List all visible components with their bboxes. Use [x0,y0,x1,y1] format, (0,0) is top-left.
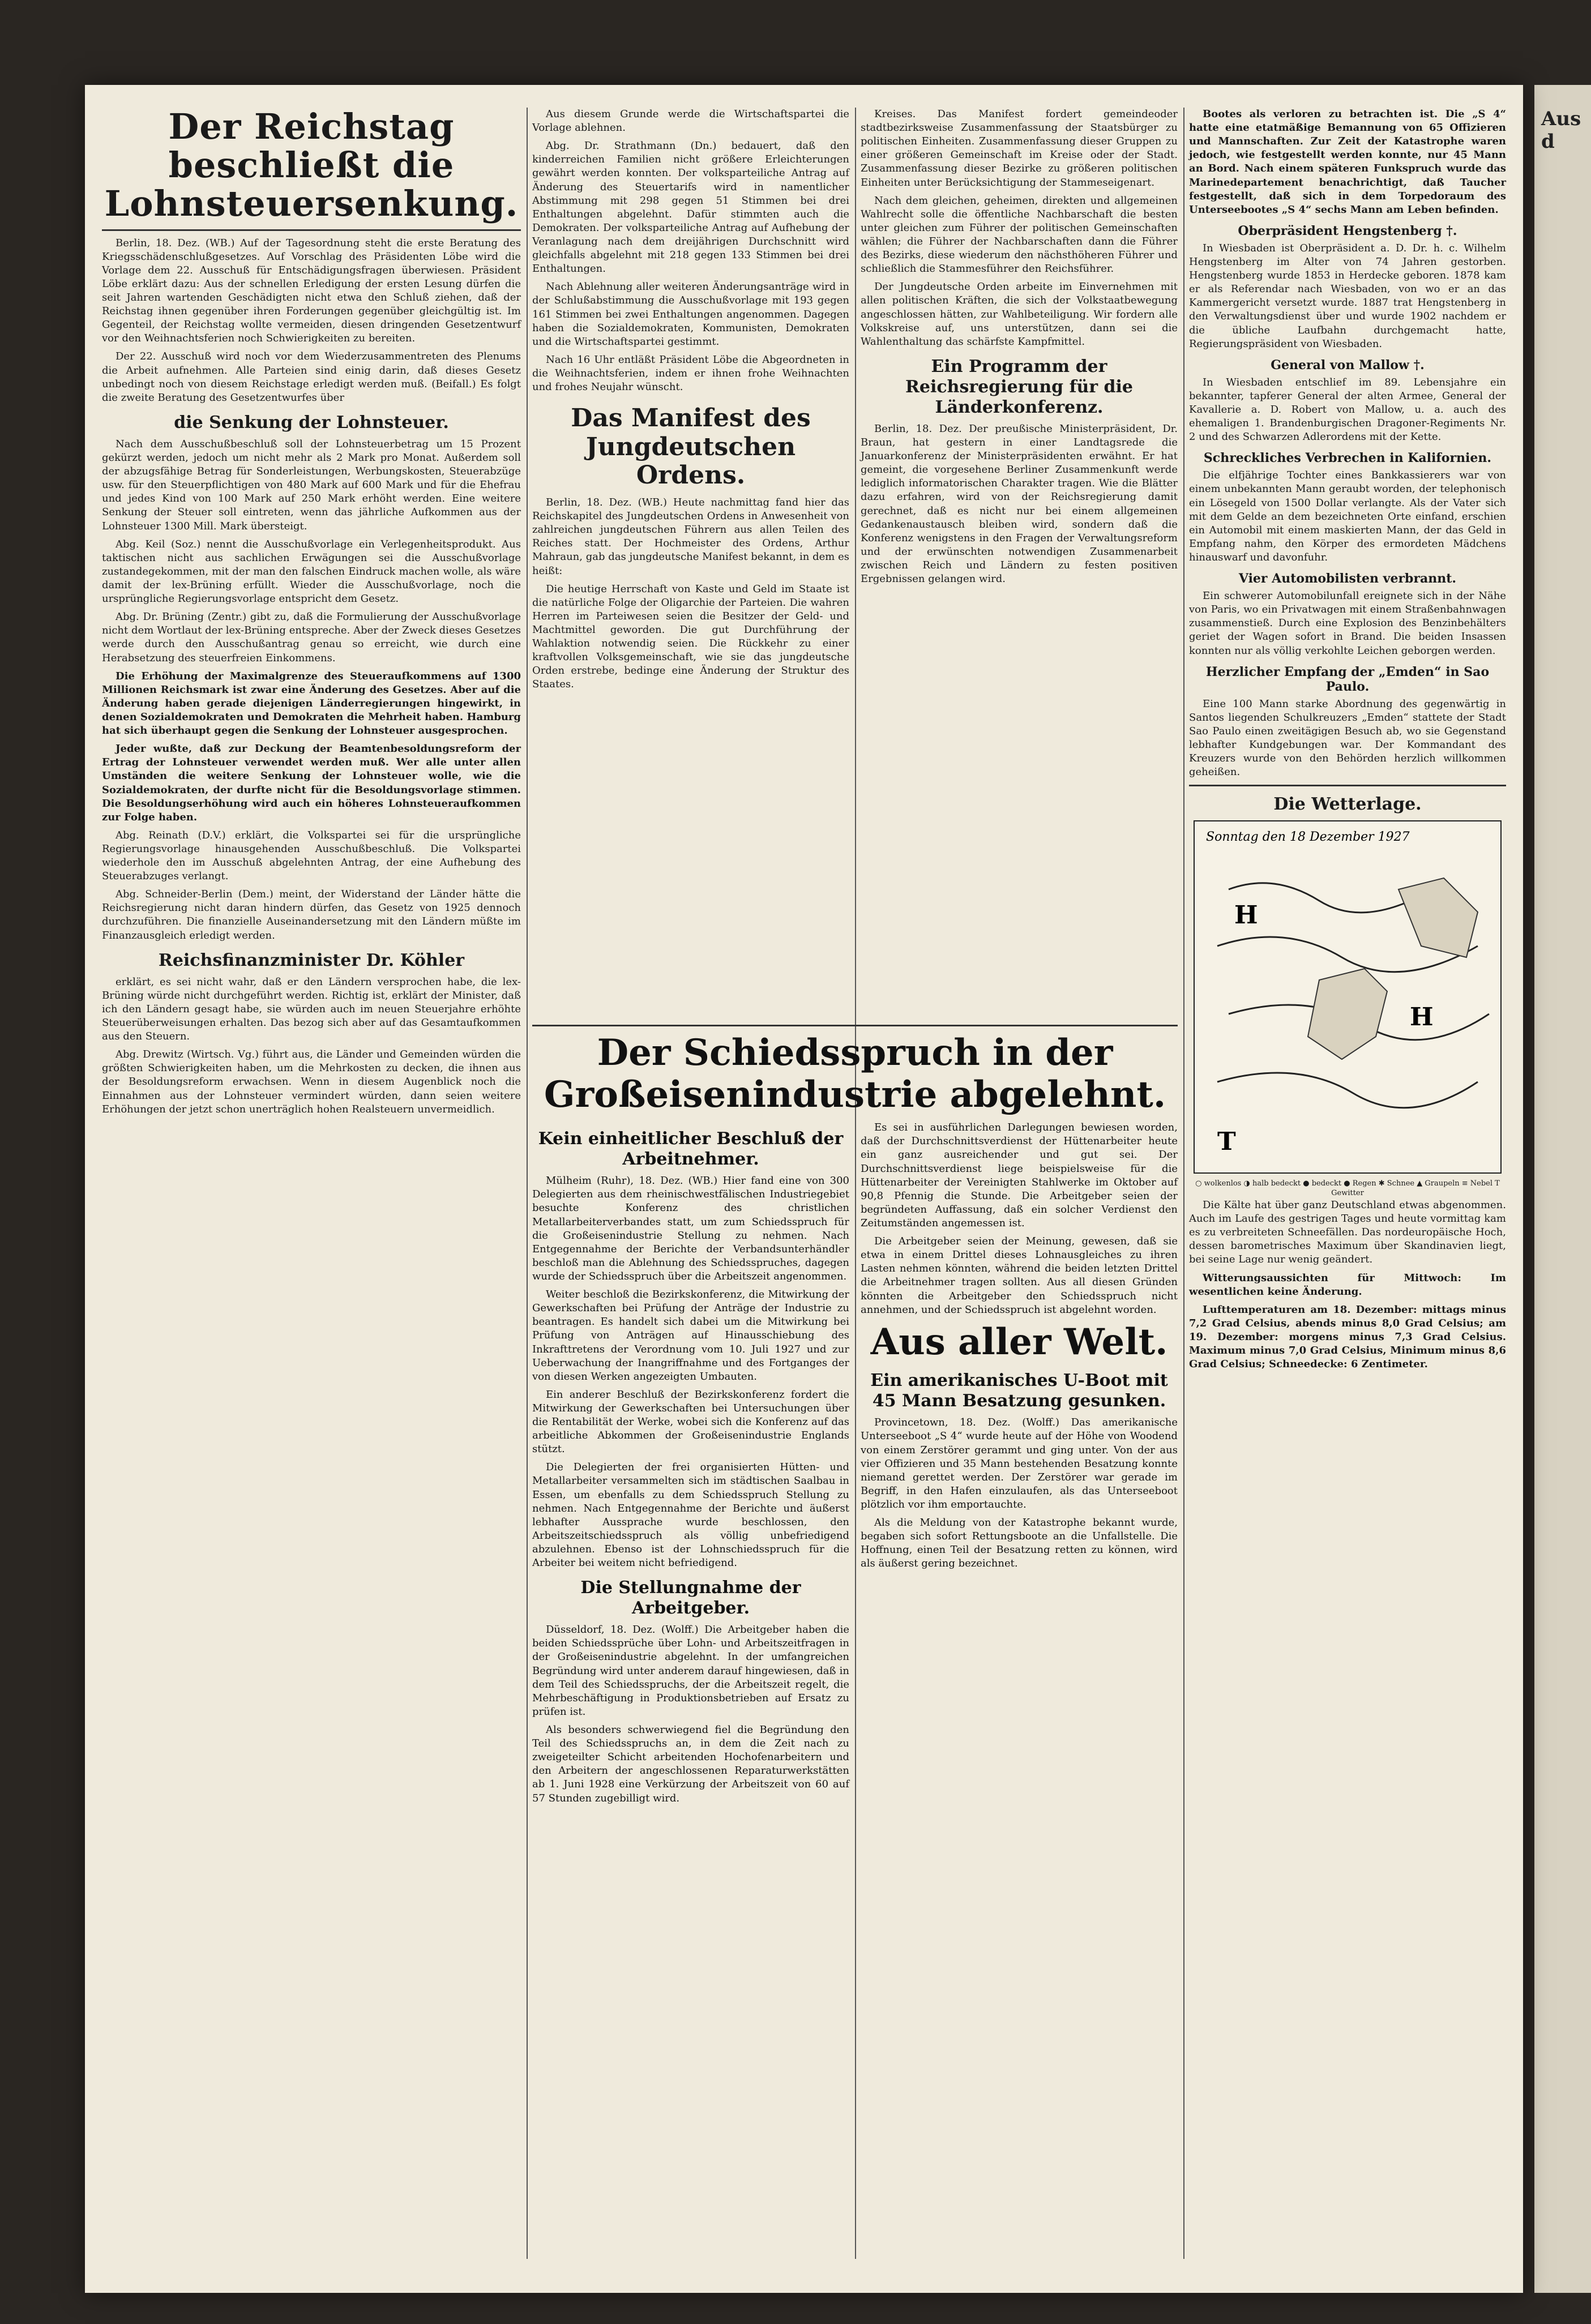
adjacent-page-edge [1534,85,1591,2293]
column-rule [1183,108,1184,2259]
section-heading: Schreckliches Verbrechen in Kalifornien. [1203,451,1492,466]
article-headline: Ein amerikanisches U-Boot mit 45 Mann Besatzung gesunken. [870,1371,1168,1411]
article-paragraph: Berlin, 18. Dez. (WB.) Heute nachmittag fand hier das Reichskapitel des Jungdeutschen Ordens in Anwesenheit von zahlreichen jungdeutschen Führern aus allen Teilen des Reiches statt. Der Hochmeister des Ordens, Arthur Mahraun, gab das jungdeutsche Manifest bekannt, in dem es heißt: [532,496,849,577]
article-paragraph: Ein anderer Beschluß der Bezirkskonferenz fordert die Mitwirkung der Gewerkschaften bei Untersuchungen über die Rentabilität der Werke, wobei sich die Konferenz auf das arbeitliche Abkommen der Großeisenindustrie Englands stützt. [532,1388,849,1456]
article-paragraph: Es sei in ausführlichen Darlegungen bewiesen worden, daß der Durchschnittsverdienst der Hüttenarbeiter heute ein ganz ausreichender und gut sei. Der Durchschnittsverdienst liege beispielsweise für die Hüttenarbeiter der Vereinigten Stahlwerke im Oktober auf 90,8 Pfennig die Stunde. Die Arbeitgeber seien der begründeten Auffassung, daß ein solcher Verdienst den Zeitumständen angemessen ist. [861,1122,1178,1229]
article-paragraph: Weiter beschloß die Bezirkskonferenz, die Mitwirkung der Gewerkschaften bei Prüfung der Anträge der Industrie zu beantragen. Es handelt sich dabei um die Mitwirkung bei Prüfung von Anträgen auf Hinausschiebung des Inkrafttretens der Verordnung vom 10. Juli 1927 und zur Ueberwachung der Inangriffnahme und des Fortganges der von diesen Werken angezeigten Umbauten. [532,1289,849,1383]
section-heading: die Senkung der Lohnsteuer. [174,412,449,433]
article-paragraph: Jeder wußte, daß zur Deckung der Beamtenbesoldungsreform der Ertrag der Lohnsteuer verwendet werden muß. Wer alle unter allen Umständen die weitere Senkung der Lohnsteuer wolle, wie die Sozialdemokraten, der durfte nicht für die Besoldungsvorlage stimmen. Die Besoldungserhöhung wird auch ein höheres Lohnsteueraufkommen zur Folge haben. [102,743,521,823]
article-paragraph: In Wiesbaden entschlief im 89. Lebensjahre ein bekannter, tapferer General der alten Armee, General der Kavallerie a. D. Robert von Mallow, u. a. auch des ehemaligen 1. Brandenburgischen Dragoner-Regiments Nr. 2 und des Schwarzen Adlerordens mit der Kette. [1189,376,1506,443]
article-paragraph: Der Jungdeutsche Orden arbeite im Einvernehmen mit allen politischen Kräften, die sich der Volkstaatbewegung angeschlossen hätten, zur Wahlbeteiligung. Wir fordern alle Volkskreise auf, uns unterstützen, dann sei die Wahlenthaltung das schärfste Kampfmittel. [861,281,1178,348]
weather-map-drawing [1195,821,1500,1172]
weather-legend: ○ wolkenlos ◑ halb bedeckt ● bedeckt ● Regen ✱ Schnee ▲ Graupeln ≡ Nebel T Gewitter [1195,1179,1500,1198]
weather-map [1194,820,1502,1174]
article-paragraph: Kreises. Das Manifest fordert gemeindeoder stadtbezirksweise Zusammenfassung der Staatsbürger zu politischen Einheiten. Zusammenfassung dieser Gruppen zu einer größeren Gemeinschaft im Kreise oder der Stadt. Zusammenfassung dieser Bezirke zu größeren politischen Einheiten unter Berücksichtigung der Stammeseigenart. [861,108,1178,189]
article-paragraph: Berlin, 18. Dez. Der preußische Ministerpräsident, Dr. Braun, hat gestern in einer Landtagsrede die Januarkonferenz der Ministerpräsidenten erwähnt. Er hat gemeint, die vorgesehene Berliner Zusammenkunft werde lediglich informatorischen Charakter tragen. Wie die Blätter dazu erfahren, wird von der Reichsregierung damit gerechnet, daß es nicht nur bei einem allgemeinen Gedankenaustausch bleiben wird, sondern daß die Konferenz wenigstens in den Fragen der Verwaltungsreform und der erwünschten notwendigen Zusammenarbeit zwischen Reich und Ländern zu festen positiven Ergebnissen gelangen wird. [861,422,1178,585]
isobar [1217,1073,1478,1108]
divider [532,1025,1178,1026]
article-paragraph: Nach dem Ausschußbeschluß soll der Lohnsteuerbetrag um 15 Prozent gekürzt werden, jedoch um nicht mehr als 2 Mark pro Monat. Außerdem soll der abzugsfähige Betrag für Sonderleistungen, Werbungskosten, Steuerabzüge usw. für den Steuerpflichtigen von 480 Mark auf 600 Mark und für die Ehefrau und jedes Kind von 100 Mark auf 250 Mark erhöht werden. Eine weitere Senkung der Steuer soll eintreten, wenn das jährliche Aufkommen aus der Lohnsteuer 1300 Mill. Mark übersteigt. [102,438,521,532]
article-paragraph: Die Delegierten der frei organisierten Hütten- und Metallarbeiter versammelten sich im städtischen Saalbau in Essen, um ebenfalls zu dem Schiedsspruch Stellung zu nehmen. Nach Entgegennahme der Berichte und äußerst lebhafter Aussprache wurde beschlossen, den Arbeitszeitschiedsspruch als völlig unbefriedigend abzulehnen. Ebenso ist der Lohnschiedsspruch für die Arbeiter bei weitem nicht befriedigend. [532,1461,849,1569]
wide-left-column [532,1121,849,1809]
article-paragraph: Als die Meldung von der Katastrophe bekannt wurde, begaben sich sofort Rettungsboote an die Unfallstelle. Die Hoffnung, einen Teil der Besatzung retten zu können, wird als äußerst gering bezeichnet. [861,1517,1178,1570]
weather-map-title: Sonntag den 18 Dezember 1927 [1206,830,1410,845]
article-headline: Das Manifest des Jungdeutschen Ordens. [571,404,811,490]
article-paragraph: erklärt, es sei nicht wahr, daß er den Ländern versprochen habe, die lex-Brüning würde nicht durchgeführt werden. Richtig ist, erklärt der Minister, daß ich den Ländern gesagt habe, sie würden auch im neuen Steuerjahre erhöhte Steuerüberweisungen erhalten. Das bezog sich aber auf das Gesamtaufkommen aus den Steuern. [102,975,521,1043]
article-paragraph: Abg. Dr. Brüning (Zentr.) gibt zu, daß die Formulierung der Ausschußvorlage nicht dem Wortlaut der lex-Brüning entspreche. Aber der Zweck dieses Gesetzes werde durch den Ausschußantrag genau so erreicht, wie durch eine Herabsetzung des steuerfreien Einkommens. [102,611,521,664]
article-paragraph: Die Kälte hat über ganz Deutschland etwas abgenommen. Auch im Laufe des gestrigen Tages und heute vormittag kam es zu verbreiteten Schneefällen. Das nordeuropäische Hoch, dessen barometrisches Maximum über Skandinavien liegt, bei seine Lage nur wenig geändert. [1189,1199,1506,1266]
section-heading: Die Stellungnahme der Arbeitgeber. [580,1578,801,1619]
article-paragraph: Als besonders schwerwiegend fiel die Begründung den Teil des Schiedsspruchs an, in dem die Zeit nach zu zweigeteilter Schicht arbeitenden Hochofenarbeitern und den Arbeitern der angeschlossenen Reparaturwerkstätten ab 1. Juni 1928 eine Verkürzung der Arbeitszeit von 60 auf 57 Stunden zugebilligt wird. [532,1724,849,1804]
article-paragraph: Die heutige Herrschaft von Kaste und Geld im Staate ist die natürliche Folge der Oligarchie der Parteien. Die wahren Herren im Parteiwesen seien die Besitzer der Geld- und Machtmittel geworden. Die gut Durchführung der Wahlaktion notwendig seien. Die Rückkehr zu einer kraftvollen Volksgemeinschaft, wie sie das jungdeutsche Orden erstrebe, bedinge eine Änderung der Struktur des Staates. [532,583,849,691]
section-heading: Herzlicher Empfang der „Emden“ in Sao Paulo. [1205,664,1490,694]
scandinavia-outline [1398,878,1478,957]
article-paragraph: Düsseldorf, 18. Dez. (Wolff.) Die Arbeitgeber haben die beiden Schiedssprüche über Lohn- und Arbeitszeitfragen in der Großeisenindustrie abgelehnt. In der umfangreichen Begründung wird unter anderem darauf hingewiesen, daß in dem Teil des Schiedsspruchs, der die Arbeitszeit regelt, die Mehrbeschäftigung in Produktionsbetrieben auf Ersatz zu prüfen ist. [532,1624,849,1718]
article-paragraph: Abg. Schneider-Berlin (Dem.) meint, der Widerstand der Länder hätte die Reichsregierung nicht daran hindern dürfen, das Gesetz von 1925 dennoch durchzuführen. Die finanzielle Auseinandersetzung mit den Ländern müßte im Finanzausgleich erledigt werden. [102,888,521,941]
wide-right-column [861,1121,1178,1809]
section-headline: Aus aller Welt. [870,1320,1168,1363]
article-paragraph: Nach 16 Uhr entläßt Präsident Löbe die Abgeordneten in die Weihnachtsferien, indem er ihnen frohe Weihnachten und frohes Neujahr wünscht. [532,353,849,393]
column-4 [1189,108,1506,1376]
article-paragraph: Provincetown, 18. Dez. (Wolff.) Das amerikanische Unterseeboot „S 4“ wurde heute auf der Höhe von Woodend von einem Zerstörer gerammt und ging unter. Von der aus vier Offizieren und 35 Mann bestehenden Besatzung konnte niemand gerettet werden. Der Zerstörer war gerade im Begriff, in den Hafen einzulaufen, als das Unterseeboot plötzlich vor ihm emportauchte. [861,1416,1178,1510]
low-pressure-marker: T [1217,1127,1236,1157]
article-paragraph: Aus diesem Grunde werde die Wirtschaftspartei die Vorlage ablehnen. [532,108,849,134]
article-paragraph: Ein schwerer Automobilunfall ereignete sich in der Nähe von Paris, wo ein Privatwagen mit einem Straßenbahnwagen zusammenstieß. Durch eine Explosion des Benzinbehälters geriet der Wagen sofort in Brand. Die beiden Insassen konnten nur als völlig verkohlte Leichen geborgen werden. [1189,590,1506,657]
main-headline: Der Reichstag beschließt die Lohnsteuersenkung. [104,106,519,225]
article-paragraph: Der 22. Ausschuß wird noch vor dem Wiederzusammentreten des Plenums die Arbeit aufnehmen. Alle Parteien sind einig darin, daß dieses Gesetz unbedingt noch von diesem Reichstage erledigt werden muß. (Beifall.) Es folgt die zweite Beratung des Gesetzentwurfes über [102,350,521,404]
schiedsspruch-article [532,1019,1178,1810]
article-paragraph: Nach Ablehnung aller weiteren Änderungsanträge wird in der Schlußabstimmung die Ausschußvorlage mit 193 gegen 161 Stimmen bei zwei Enthaltungen angenommen. Dagegen haben die Sozialdemokraten, Kommunisten, Demokraten und die Wirtschaftspartei gestimmt. [532,281,849,348]
article-paragraph: Nach dem gleichen, geheimen, direkten und allgemeinen Wahlrecht solle die öffentliche Nachbarschaft die besten unter gleichen zum Führer der politischen Gemeinschaften wählen; die Führer der Nachbarschaften dann die Führer des Bezirks, diese wiederum den nächsthöheren Führer und schließlich die Stammesführer den Reichsführer. [861,194,1178,275]
article-headline: Ein Programm der Reichsregierung für die Länderkonferenz. [905,356,1133,417]
article-paragraph: Mülheim (Ruhr), 18. Dez. (WB.) Hier fand eine von 300 Delegierten aus dem rheinischwestfälischen Industriegebiet besuchte Konferenz des christlichen Metallarbeiterverbandes statt, um zum Schiedsspruch für die Großeisenindustrie Stellung zu nehmen. Nach Entgegennahme der Berichte der Verbandsunterhändler beschloß man die Ablehnung des Schiedsspruches, dagegen wurde der Schiedsspruch über die Arbeitszeit angenommen. [532,1175,849,1282]
section-heading: Oberpräsident Hengstenberg †. [1238,223,1457,238]
column-2 [532,108,849,696]
weather-outlook: Witterungsaussichten für Mittwoch: Im wesentlichen keine Änderung. [1189,1272,1506,1298]
article-paragraph: Abg. Dr. Strathmann (Dn.) bedauert, daß den kinderreichen Familien nicht größere Erleichterungen gewährt werden konnten. Der volksparteiliche Antrag auf Änderung des Steuertarifs wird in namentlicher Abstimmung mit 298 gegen 51 Stimmen bei drei Enthaltungen abgelehnt. Dafür stimmten auch die Demokraten. Der volksparteiliche Antrag auf Aufhebung der Veranlagung nach dem dreijährigen Durchschnitt wird gleichfalls abgelehnt mit 218 gegen 133 Stimmen bei drei Enthaltungen. [532,140,849,275]
newspaper-page [85,85,1523,2293]
article-headline: Der Schiedsspruch in der Großeisenindustrie abgelehnt. [544,1032,1166,1116]
column-rule [527,108,528,2259]
section-heading: Reichsfinanzminister Dr. Köhler [158,950,465,970]
article-paragraph: Abg. Keil (Soz.) nennt die Ausschußvorlage ein Verlegenheitsprodukt. Aus taktischen nicht aus sachlichen Erwägungen sei die Ausschußvorlage zustandegekommen, mit der man den falschen Eindruck machen wolle, als wäre damit der lex-Brüning erfüllt. Wieder die Ausschußvorlage, noch die ursprüngliche Regierungsvorlage entspricht dem Gesetz. [102,538,521,605]
article-paragraph: Abg. Drewitz (Wirtsch. Vg.) führt aus, die Länder und Gemeinden würden die größten Schwierigkeiten haben, um die Mehrkosten zu decken, die ihnen aus der Besoldungsreform erwachsen. Wenn in diesem Augenblick noch die Einnahmen aus der Lohnsteuer vermindert würden, dann seien weitere Erhöhungen der jetzt schon unerträglich hohen Realsteuern unvermeidlich. [102,1048,521,1115]
coastline [1308,969,1387,1059]
high-pressure-marker: H [1234,901,1258,930]
section-heading: General von Mallow †. [1271,357,1425,373]
weather-heading: Die Wetterlage. [1273,794,1422,815]
article-paragraph: Berlin, 18. Dez. (WB.) Auf der Tagesordnung steht die erste Beratung des Kriegsschädenschlußgesetzes. Auf Vorschlag des Präsidenten Löbe wird die Vorlage dem 22. Ausschuß für Entschädigungsfragen überwiesen. Präsident Löbe erklärt dazu: Aus der schnellen Erledigung der ersten Lesung dürfen die seit Jahren wartenden Geschädigten nicht etwa den Schluß ziehen, daß der Reichstag ihnen gegenüber ihren Forderungen gegenüber gleichgültig ist. Im Gegenteil, der Reichstag wollte vermeiden, diesen dringenden Gesetzentwurf vor den Weihnachtsferien noch Schwierigkeiten zu bereiten. [102,237,521,345]
adjacent-page-text: Aus d [1541,108,1581,153]
article-paragraph: Die elfjährige Tochter eines Bankkassierers war von einem unbekannten Mann geraubt worden, der telephonisch ein Lösegeld von 1500 Dollar verlangte. Als der Vater sich mit dem Gelde an dem bezeichneten Orte einfand, erschien ein Automobil mit einem maskierten Mann, der das Geld in Empfang nahm, den Körper des ermordeten Mädchens hinauswarf und davonfuhr. [1189,469,1506,563]
high-pressure-marker: H [1410,1003,1434,1032]
column-3 [861,108,1178,590]
article-paragraph: Die Erhöhung der Maximalgrenze des Steueraufkommens auf 1300 Millionen Reichsmark ist zwar eine Änderung des Gesetzes. Aber auf die Änderung haben gerade diejenigen Länderregierungen hingewirkt, in denen Sozialdemokraten und Demokraten die Mehrheit haben. Hamburg hat sich überhaupt gegen die Senkung der Lohnsteuer ausgesprochen. [102,670,521,737]
column-1 [102,108,521,1121]
article-paragraph: Eine 100 Mann starke Abordnung des gegenwärtig in Santos liegenden Schulkreuzers „Emden“ stattete der Stadt Sao Paulo einen zweitägigen Besuch ab, wo sie Gegenstand lebhafter Kundgebungen war. Der Kommandant des Kreuzers wurde von den Behörden herzlich willkommen geheißen. [1189,697,1506,778]
divider [1189,785,1506,786]
article-paragraph: Bootes als verloren zu betrachten ist. Die „S 4“ hatte eine etatmäßige Bemannung von 65 Offizieren und Mannschaften. Zur Zeit der Katastrophe waren jedoch, wie festgestellt werden konnte, nur 45 Mann an Bord. Nach einem späteren Funkspruch wurde das Marinedepartement benachrichtigt, daß Taucher festgestellt, daß sich in dem Torpedoraum des Unterseebootes „S 4“ sechs Mann am Leben befinden. [1189,108,1506,216]
divider [102,229,521,231]
article-paragraph: Die Arbeitgeber seien der Meinung, gewesen, daß sie etwa in einem Drittel dieses Lohnausgleiches zu ihren Lasten nehmen könnten, während die beiden letzten Drittel die Arbeitnehmer tragen sollten. Aus all diesen Gründen könnten die Arbeitgeber den Schiedsspruch nicht annehmen, und der Schiedsspruch ist abgelehnt worden. [861,1235,1178,1316]
article-paragraph: Abg. Reinath (D.V.) erklärt, die Volkspartei sei für die ursprüngliche Regierungsvorlage hinausgehenden Ausschußbeschluß. Die Volkspartei wiederhole den im Ausschuß abgelehnten Antrag, der eine Aufhebung des Steuerabzuges verlangt. [102,829,521,883]
section-heading: Vier Automobilisten verbrannt. [1238,571,1457,587]
article-paragraph: In Wiesbaden ist Oberpräsident a. D. Dr. h. c. Wilhelm Hengstenberg im Alter von 74 Jahren gestorben. Hengstenberg wurde 1853 in Herdecke geboren. 1878 kam er als Referendar nach Wiesbaden, von wo er an das Kammergericht versetzt wurde. 1887 trat Hengstenberg in den Verwaltungsdienst über und wurde 1902 nachdem er die übliche Laufbahn durchgemacht hatte, Regierungspräsident von Wiesbaden. [1189,242,1506,350]
section-heading: Kein einheitlicher Beschluß der Arbeitnehmer. [538,1129,844,1170]
temperature-report: Lufttemperaturen am 18. Dezember: mittags minus 7,2 Grad Celsius, abends minus 8,0 Grad Celsius; am 19. Dezember: morgens minus 7,3 Grad Celsius. Maximum minus 7,0 Grad Celsius, Minimum minus 8,6 Grad Celsius; Schneedecke: 6 Zentimeter. [1189,1303,1506,1371]
